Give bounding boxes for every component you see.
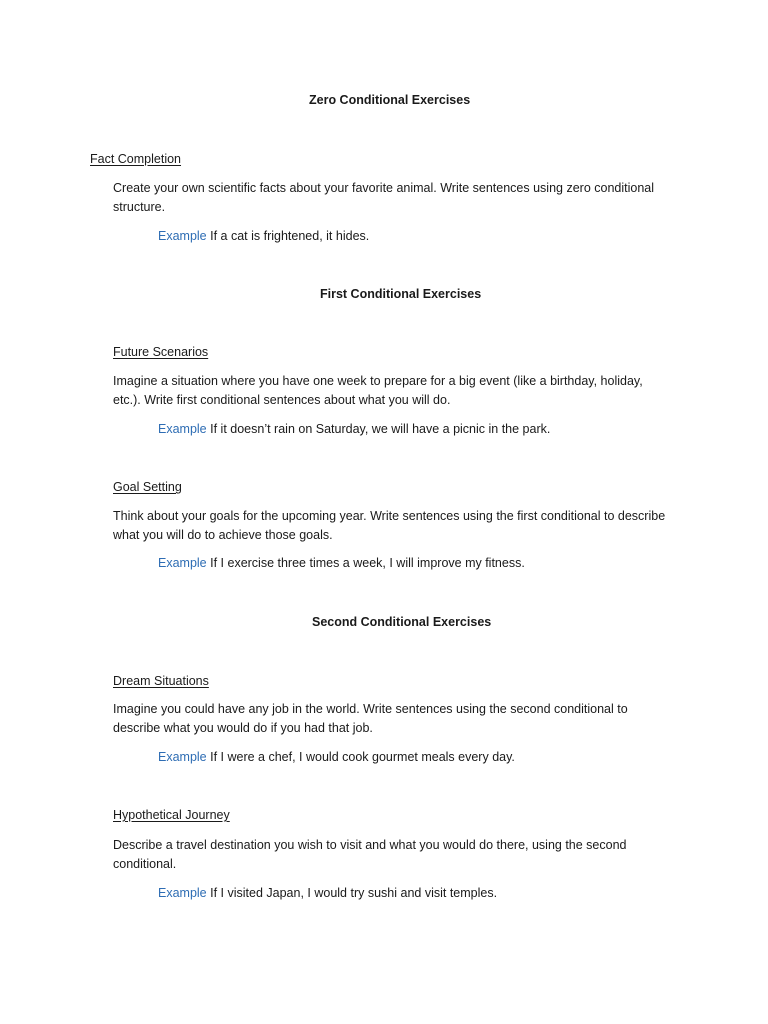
- example-text: If a cat is frightened, it hides.: [210, 229, 370, 243]
- section-title-second-conditional: Second Conditional Exercises: [312, 615, 492, 629]
- example-label: Example: [158, 422, 207, 436]
- exercise-title-goal-setting: Goal Setting: [113, 480, 182, 494]
- example-label: Example: [158, 750, 207, 764]
- example-text: If I visited Japan, I would try sushi and visit temples.: [210, 886, 498, 900]
- example-label: Example: [158, 886, 207, 900]
- exercise-title-hypothetical-journey: Hypothetical Journey: [113, 808, 230, 822]
- exercise-instruction-line1: Think about your goals for the upcoming year. Write sentences using the first conditional to describe: [113, 509, 666, 523]
- exercise-instruction-line2: etc.). Write first conditional sentences about what you will do.: [113, 393, 451, 407]
- example-line: [158, 556, 525, 570]
- exercise-instruction-line2: conditional.: [113, 857, 177, 871]
- example-text: If I exercise three times a week, I will improve my fitness.: [210, 556, 525, 570]
- exercise-instruction-line2: describe what you would do if you had that job.: [113, 721, 373, 735]
- example-line: [158, 422, 550, 436]
- example-label: Example: [158, 229, 207, 243]
- exercise-title-fact-completion: Fact Completion: [90, 152, 182, 166]
- exercise-title-dream-situations: Dream Situations: [113, 674, 209, 688]
- exercise-instruction-line1: Describe a travel destination you wish to visit and what you would do there, using the second: [113, 838, 627, 852]
- exercise-instruction-line1: Imagine a situation where you have one week to prepare for a big event (like a birthday, holiday,: [113, 374, 643, 388]
- exercise-instruction-line2: what you will do to achieve those goals.: [113, 528, 333, 542]
- example-line: [158, 229, 369, 243]
- exercise-instruction-line1: Create your own scientific facts about your favorite animal. Write sentences using zero conditional: [113, 181, 655, 195]
- section-title-zero-conditional: Zero Conditional Exercises: [309, 93, 471, 107]
- example-text: If I were a chef, I would cook gourmet meals every day.: [210, 750, 515, 764]
- exercise-title-future-scenarios: Future Scenarios: [113, 345, 209, 359]
- example-line: [158, 750, 515, 764]
- example-line: [158, 886, 497, 900]
- example-label: Example: [158, 556, 207, 570]
- section-title-first-conditional: First Conditional Exercises: [320, 287, 482, 301]
- exercise-instruction-line2: structure.: [113, 200, 166, 214]
- exercise-instruction-line1: Imagine you could have any job in the world. Write sentences using the second conditional to: [113, 702, 628, 716]
- example-text: If it doesn’t rain on Saturday, we will have a picnic in the park.: [210, 422, 551, 436]
